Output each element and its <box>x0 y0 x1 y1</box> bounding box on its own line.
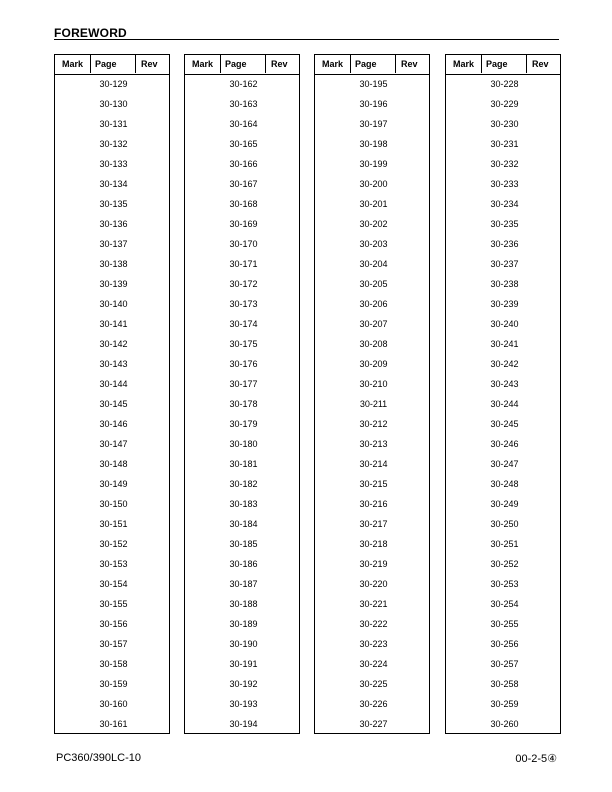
page-cell: 30-208 <box>359 339 388 349</box>
page-cell: 30-254 <box>490 599 519 609</box>
column-header-mark: Mark <box>446 55 482 73</box>
header-rule <box>54 39 559 40</box>
footer-model: PC360/390LC-10 <box>56 752 142 764</box>
table-row <box>315 276 429 296</box>
page-cell: 30-184 <box>229 519 258 529</box>
page-cell: 30-144 <box>99 379 128 389</box>
table-row <box>446 636 560 656</box>
page-cell: 30-148 <box>99 459 128 469</box>
table-row <box>55 416 169 436</box>
table-row <box>315 496 429 516</box>
table-row <box>315 556 429 576</box>
table-row <box>315 696 429 716</box>
page-cell: 30-193 <box>229 699 258 709</box>
table-row <box>185 616 299 636</box>
page-cell: 30-138 <box>99 259 128 269</box>
table-row <box>446 276 560 296</box>
column-header-page: Page <box>351 55 396 73</box>
page-cell: 30-194 <box>229 719 258 729</box>
page-cell: 30-160 <box>99 699 128 709</box>
table-row <box>315 176 429 196</box>
page-cell: 30-260 <box>490 719 519 729</box>
table-rows <box>55 76 169 736</box>
table-row <box>446 76 560 96</box>
table-row <box>55 76 169 96</box>
table-row <box>446 356 560 376</box>
page-cell: 30-243 <box>490 379 519 389</box>
page-cell: 30-233 <box>490 179 519 189</box>
page-cell: 30-203 <box>359 239 388 249</box>
table-row <box>446 696 560 716</box>
table-row <box>446 676 560 696</box>
table-row <box>446 336 560 356</box>
page-cell: 30-186 <box>229 559 258 569</box>
page-cell: 30-173 <box>229 299 258 309</box>
page-cell: 30-238 <box>490 279 519 289</box>
table-row <box>55 656 169 676</box>
table-header <box>446 55 560 75</box>
table-row <box>315 576 429 596</box>
table-row <box>315 716 429 736</box>
table-row <box>55 476 169 496</box>
table-row <box>446 296 560 316</box>
page-cell: 30-166 <box>229 159 258 169</box>
table-row <box>446 496 560 516</box>
page-cell: 30-134 <box>99 179 128 189</box>
page-cell: 30-155 <box>99 599 128 609</box>
page-cell: 30-189 <box>229 619 258 629</box>
table-row <box>55 576 169 596</box>
table-row <box>55 156 169 176</box>
page-cell: 30-182 <box>229 479 258 489</box>
page-cell: 30-220 <box>359 579 388 589</box>
table-row <box>315 116 429 136</box>
table-row <box>55 256 169 276</box>
table-row <box>185 536 299 556</box>
page-number: 00-2-5 <box>515 753 548 765</box>
page-cell: 30-207 <box>359 319 388 329</box>
table-row <box>185 656 299 676</box>
page-cell: 30-133 <box>99 159 128 169</box>
page-cell: 30-142 <box>99 339 128 349</box>
page-cell: 30-229 <box>490 99 519 109</box>
page-cell: 30-234 <box>490 199 519 209</box>
page-cell: 30-146 <box>99 419 128 429</box>
table-row <box>446 116 560 136</box>
table-row <box>446 256 560 276</box>
page-cell: 30-141 <box>99 319 128 329</box>
table-row <box>315 436 429 456</box>
page-cell: 30-176 <box>229 359 258 369</box>
table-row <box>185 456 299 476</box>
table-row <box>55 276 169 296</box>
page-cell: 30-201 <box>359 199 388 209</box>
table-row <box>446 156 560 176</box>
table-row <box>185 196 299 216</box>
table-row <box>315 96 429 116</box>
table-row <box>185 436 299 456</box>
table-row <box>446 656 560 676</box>
table-header <box>185 55 299 75</box>
column-header-rev: Rev <box>532 59 549 69</box>
page-cell: 30-168 <box>229 199 258 209</box>
column-header-mark: Mark <box>315 55 351 73</box>
page-cell: 30-241 <box>490 339 519 349</box>
table-row <box>315 516 429 536</box>
page-cell: 30-162 <box>229 79 258 89</box>
page-cell: 30-156 <box>99 619 128 629</box>
page-cell: 30-224 <box>359 659 388 669</box>
page-cell: 30-129 <box>99 79 128 89</box>
table-row <box>446 176 560 196</box>
page-cell: 30-219 <box>359 559 388 569</box>
table-row <box>446 436 560 456</box>
page-cell: 30-169 <box>229 219 258 229</box>
page-cell: 30-195 <box>359 79 388 89</box>
table-row <box>446 516 560 536</box>
table-row <box>315 596 429 616</box>
page-cell: 30-202 <box>359 219 388 229</box>
page-cell: 30-251 <box>490 539 519 549</box>
page-cell: 30-204 <box>359 259 388 269</box>
table-row <box>446 416 560 436</box>
page-cell: 30-152 <box>99 539 128 549</box>
page-cell: 30-249 <box>490 499 519 509</box>
table-row <box>55 696 169 716</box>
table-row <box>55 716 169 736</box>
page-cell: 30-175 <box>229 339 258 349</box>
table-row <box>55 596 169 616</box>
page-cell: 30-198 <box>359 139 388 149</box>
page-cell: 30-255 <box>490 619 519 629</box>
page-cell: 30-192 <box>229 679 258 689</box>
page-cell: 30-178 <box>229 399 258 409</box>
table-row <box>315 256 429 276</box>
page-cell: 30-212 <box>359 419 388 429</box>
page-cell: 30-171 <box>229 259 258 269</box>
table-row <box>55 196 169 216</box>
table-row <box>315 236 429 256</box>
page-cell: 30-180 <box>229 439 258 449</box>
page-cell: 30-200 <box>359 179 388 189</box>
table-row <box>315 216 429 236</box>
table-row <box>185 716 299 736</box>
page-cell: 30-237 <box>490 259 519 269</box>
table-row <box>55 216 169 236</box>
page-cell: 30-244 <box>490 399 519 409</box>
table-row <box>185 156 299 176</box>
table-row <box>315 156 429 176</box>
table-row <box>185 596 299 616</box>
page-cell: 30-230 <box>490 119 519 129</box>
page-cell: 30-140 <box>99 299 128 309</box>
footer-page-number <box>515 752 557 765</box>
table-header <box>315 55 429 75</box>
page-cell: 30-196 <box>359 99 388 109</box>
table-row <box>446 536 560 556</box>
table-row <box>446 216 560 236</box>
page-cell: 30-245 <box>490 419 519 429</box>
page-cell: 30-159 <box>99 679 128 689</box>
page-list-table-4 <box>445 54 561 734</box>
table-row <box>185 636 299 656</box>
page-cell: 30-143 <box>99 359 128 369</box>
table-row <box>55 116 169 136</box>
table-rows <box>315 76 429 736</box>
page-cell: 30-239 <box>490 299 519 309</box>
page-cell: 30-227 <box>359 719 388 729</box>
table-row <box>55 356 169 376</box>
page-cell: 30-210 <box>359 379 388 389</box>
table-row <box>55 436 169 456</box>
table-row <box>315 656 429 676</box>
page-cell: 30-222 <box>359 619 388 629</box>
table-row <box>185 256 299 276</box>
page-cell: 30-157 <box>99 639 128 649</box>
table-row <box>446 376 560 396</box>
table-row <box>55 176 169 196</box>
page-cell: 30-190 <box>229 639 258 649</box>
table-row <box>55 336 169 356</box>
page-cell: 30-161 <box>99 719 128 729</box>
table-row <box>315 296 429 316</box>
page-cell: 30-174 <box>229 319 258 329</box>
table-row <box>185 336 299 356</box>
page-cell: 30-188 <box>229 599 258 609</box>
page-cell: 30-218 <box>359 539 388 549</box>
page-cell: 30-252 <box>490 559 519 569</box>
table-row <box>185 316 299 336</box>
page-cell: 30-137 <box>99 239 128 249</box>
table-row <box>55 296 169 316</box>
table-row <box>185 476 299 496</box>
page-cell: 30-213 <box>359 439 388 449</box>
page-cell: 30-150 <box>99 499 128 509</box>
table-row <box>55 136 169 156</box>
table-row <box>446 616 560 636</box>
table-row <box>446 236 560 256</box>
page-cell: 30-259 <box>490 699 519 709</box>
column-header-mark: Mark <box>55 55 91 73</box>
table-row <box>315 316 429 336</box>
page-cell: 30-235 <box>490 219 519 229</box>
page-cell: 30-139 <box>99 279 128 289</box>
page-cell: 30-183 <box>229 499 258 509</box>
table-row <box>315 416 429 436</box>
page-title: FOREWORD <box>54 26 127 40</box>
page-cell: 30-153 <box>99 559 128 569</box>
table-row <box>315 676 429 696</box>
table-row <box>446 476 560 496</box>
page-cell: 30-225 <box>359 679 388 689</box>
table-row <box>446 596 560 616</box>
page-cell: 30-197 <box>359 119 388 129</box>
page-cell: 30-209 <box>359 359 388 369</box>
table-row <box>446 396 560 416</box>
page-cell: 30-232 <box>490 159 519 169</box>
page-cell: 30-132 <box>99 139 128 149</box>
page-cell: 30-179 <box>229 419 258 429</box>
table-row <box>185 136 299 156</box>
page-cell: 30-191 <box>229 659 258 669</box>
table-row <box>185 556 299 576</box>
page-cell: 30-187 <box>229 579 258 589</box>
column-header-mark: Mark <box>185 55 221 73</box>
page-cell: 30-170 <box>229 239 258 249</box>
page-cell: 30-215 <box>359 479 388 489</box>
table-row <box>185 176 299 196</box>
table-row <box>55 676 169 696</box>
page-cell: 30-177 <box>229 379 258 389</box>
page-cell: 30-151 <box>99 519 128 529</box>
page-cell: 30-214 <box>359 459 388 469</box>
page-cell: 30-199 <box>359 159 388 169</box>
page-cell: 30-226 <box>359 699 388 709</box>
table-row <box>315 376 429 396</box>
page-cell: 30-206 <box>359 299 388 309</box>
page-cell: 30-165 <box>229 139 258 149</box>
page-cell: 30-185 <box>229 539 258 549</box>
page-cell: 30-154 <box>99 579 128 589</box>
table-row <box>315 616 429 636</box>
table-row <box>55 516 169 536</box>
page-list-table-1 <box>54 54 170 734</box>
column-header-rev: Rev <box>141 59 158 69</box>
page-cell: 30-228 <box>490 79 519 89</box>
table-row <box>185 576 299 596</box>
table-row <box>185 76 299 96</box>
page-cell: 30-253 <box>490 579 519 589</box>
page-cell: 30-257 <box>490 659 519 669</box>
table-row <box>315 476 429 496</box>
table-row <box>55 96 169 116</box>
table-row <box>315 136 429 156</box>
table-row <box>55 456 169 476</box>
table-row <box>55 636 169 656</box>
table-row <box>446 96 560 116</box>
page-cell: 30-240 <box>490 319 519 329</box>
table-row <box>315 456 429 476</box>
page-cell: 30-256 <box>490 639 519 649</box>
table-rows <box>446 76 560 736</box>
table-rows <box>185 76 299 736</box>
page-cell: 30-158 <box>99 659 128 669</box>
page-cell: 30-205 <box>359 279 388 289</box>
page-cell: 30-181 <box>229 459 258 469</box>
table-row <box>315 336 429 356</box>
column-header-rev: Rev <box>401 59 418 69</box>
column-header-page: Page <box>482 55 527 73</box>
table-row <box>55 376 169 396</box>
page-list-table-2 <box>184 54 300 734</box>
page-cell: 30-246 <box>490 439 519 449</box>
table-row <box>55 616 169 636</box>
table-row <box>185 236 299 256</box>
page-cell: 30-164 <box>229 119 258 129</box>
page-cell: 30-145 <box>99 399 128 409</box>
table-row <box>55 536 169 556</box>
page-cell: 30-236 <box>490 239 519 249</box>
revision-mark: ④ <box>547 753 557 765</box>
table-row <box>315 356 429 376</box>
table-row <box>315 396 429 416</box>
table-row <box>185 116 299 136</box>
page-cell: 30-217 <box>359 519 388 529</box>
table-row <box>185 696 299 716</box>
table-row <box>55 236 169 256</box>
page-cell: 30-248 <box>490 479 519 489</box>
table-row <box>55 496 169 516</box>
page-cell: 30-135 <box>99 199 128 209</box>
table-row <box>185 496 299 516</box>
page-cell: 30-231 <box>490 139 519 149</box>
page-cell: 30-131 <box>99 119 128 129</box>
table-row <box>446 316 560 336</box>
table-row <box>185 396 299 416</box>
table-row <box>446 456 560 476</box>
page-cell: 30-258 <box>490 679 519 689</box>
table-row <box>315 196 429 216</box>
table-row <box>185 416 299 436</box>
table-row <box>315 76 429 96</box>
column-header-page: Page <box>221 55 266 73</box>
table-row <box>446 716 560 736</box>
page-cell: 30-242 <box>490 359 519 369</box>
table-row <box>185 216 299 236</box>
table-row <box>185 96 299 116</box>
page-cell: 30-247 <box>490 459 519 469</box>
table-row <box>315 636 429 656</box>
page-cell: 30-221 <box>359 599 388 609</box>
table-row <box>446 556 560 576</box>
column-header-rev: Rev <box>271 59 288 69</box>
page-cell: 30-172 <box>229 279 258 289</box>
page-cell: 30-163 <box>229 99 258 109</box>
column-header-page: Page <box>91 55 136 73</box>
table-row <box>185 356 299 376</box>
table-row <box>185 296 299 316</box>
table-row <box>55 316 169 336</box>
page-cell: 30-147 <box>99 439 128 449</box>
table-row <box>446 136 560 156</box>
table-row <box>315 536 429 556</box>
page-list-table-3 <box>314 54 430 734</box>
table-row <box>185 516 299 536</box>
table-row <box>185 676 299 696</box>
page-cell: 30-130 <box>99 99 128 109</box>
table-row <box>185 276 299 296</box>
page-cell: 30-149 <box>99 479 128 489</box>
table-row <box>446 576 560 596</box>
page-cell: 30-211 <box>359 399 388 409</box>
table-row <box>446 196 560 216</box>
page-cell: 30-250 <box>490 519 519 529</box>
table-row <box>55 556 169 576</box>
page-cell: 30-167 <box>229 179 258 189</box>
page-cell: 30-216 <box>359 499 388 509</box>
page-cell: 30-223 <box>359 639 388 649</box>
table-header <box>55 55 169 75</box>
table-row <box>185 376 299 396</box>
page-cell: 30-136 <box>99 219 128 229</box>
table-row <box>55 396 169 416</box>
